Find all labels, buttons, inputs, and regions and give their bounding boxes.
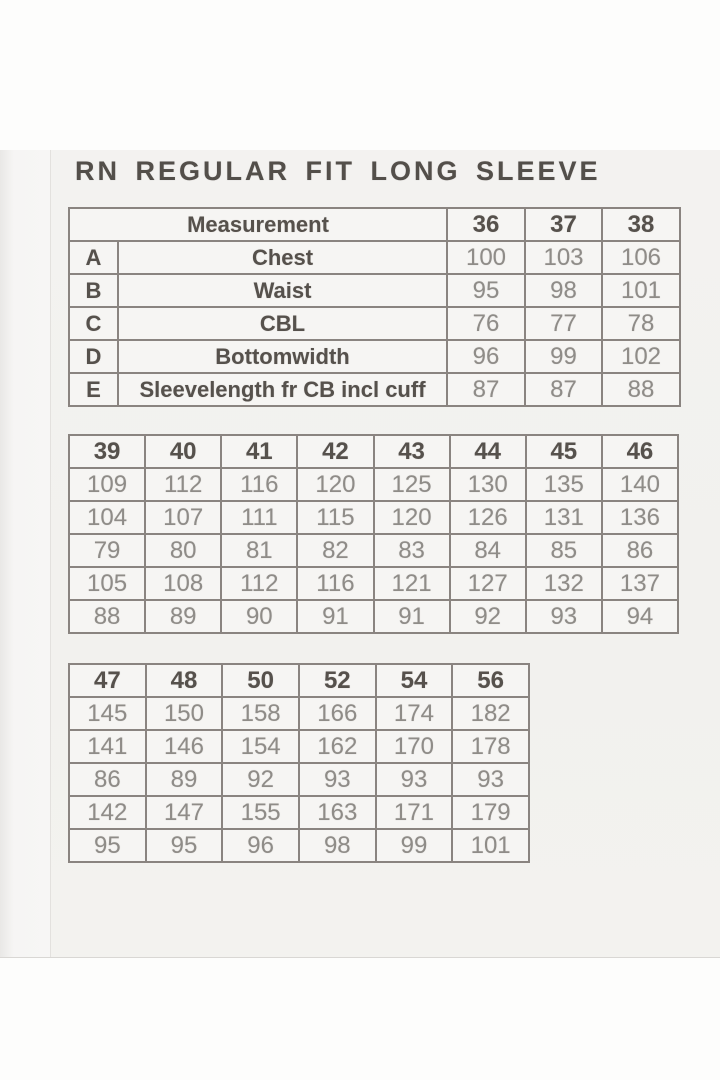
table-row [69,567,678,600]
value-cell: 106 [602,241,680,274]
row-label-cell: Chest [118,241,447,274]
value-cell: 146 [146,730,223,763]
value-cell: 109 [69,468,145,501]
row-key-cell: B [69,274,118,307]
size-header-cell: 56 [452,664,529,697]
value-cell: 107 [145,501,221,534]
value-cell: 166 [299,697,376,730]
value-cell: 93 [376,763,453,796]
table-row-chest [69,241,680,274]
table-row-sleevelength [69,373,680,406]
size-chart-label-paper [0,150,720,957]
row-key-cell: E [69,373,118,406]
table-row [69,468,678,501]
value-cell: 142 [69,796,146,829]
value-cell: 171 [376,796,453,829]
value-cell: 125 [374,468,450,501]
table-header-row [69,208,680,241]
value-cell: 145 [69,697,146,730]
value-cell: 127 [450,567,526,600]
value-cell: 155 [222,796,299,829]
value-cell: 99 [525,340,602,373]
value-cell: 77 [525,307,602,340]
value-cell: 163 [299,796,376,829]
value-cell: 94 [602,600,678,633]
value-cell: 84 [450,534,526,567]
size-header-cell: 54 [376,664,453,697]
value-cell: 154 [222,730,299,763]
value-cell: 130 [450,468,526,501]
value-cell: 111 [221,501,297,534]
value-cell: 91 [297,600,373,633]
value-cell: 147 [146,796,223,829]
table-row [69,600,678,633]
size-header-cell: 52 [299,664,376,697]
value-cell: 102 [602,340,680,373]
value-cell: 91 [374,600,450,633]
measurement-table-sizes-36-38 [68,207,681,407]
value-cell: 80 [145,534,221,567]
value-cell: 90 [221,600,297,633]
value-cell: 76 [447,307,525,340]
value-cell: 179 [452,796,529,829]
value-cell: 104 [69,501,145,534]
value-cell: 120 [297,468,373,501]
row-label-cell: Bottomwidth [118,340,447,373]
value-cell: 178 [452,730,529,763]
value-cell: 162 [299,730,376,763]
value-cell: 100 [447,241,525,274]
table-header-row [69,664,529,697]
value-cell: 95 [69,829,146,862]
size-header-cell: 39 [69,435,145,468]
table-row [69,796,529,829]
value-cell: 95 [447,274,525,307]
value-cell: 116 [297,567,373,600]
value-cell: 89 [145,600,221,633]
value-cell: 116 [221,468,297,501]
value-cell: 96 [447,340,525,373]
table-row [69,534,678,567]
row-label-cell: Sleevelength fr CB incl cuff [118,373,447,406]
value-cell: 89 [146,763,223,796]
table-row-cbl [69,307,680,340]
value-cell: 182 [452,697,529,730]
size-header-cell: 42 [297,435,373,468]
value-cell: 132 [526,567,602,600]
value-cell: 108 [145,567,221,600]
table-row [69,730,529,763]
size-header-cell: 41 [221,435,297,468]
row-key-cell: C [69,307,118,340]
value-cell: 141 [69,730,146,763]
value-cell: 135 [526,468,602,501]
value-cell: 79 [69,534,145,567]
value-cell: 120 [374,501,450,534]
value-cell: 99 [376,829,453,862]
value-cell: 101 [452,829,529,862]
value-cell: 170 [376,730,453,763]
size-header-cell: 48 [146,664,223,697]
size-header-cell: 44 [450,435,526,468]
size-header-cell: 43 [374,435,450,468]
value-cell: 78 [602,307,680,340]
value-cell: 98 [299,829,376,862]
size-header-cell: 40 [145,435,221,468]
value-cell: 87 [525,373,602,406]
value-cell: 158 [222,697,299,730]
value-cell: 93 [452,763,529,796]
value-cell: 150 [146,697,223,730]
value-cell: 131 [526,501,602,534]
value-cell: 105 [69,567,145,600]
value-cell: 96 [222,829,299,862]
value-cell: 95 [146,829,223,862]
table-row [69,501,678,534]
row-key-cell: A [69,241,118,274]
size-header-cell: 50 [222,664,299,697]
value-cell: 112 [221,567,297,600]
table-row [69,763,529,796]
value-cell: 137 [602,567,678,600]
table-row [69,829,529,862]
value-cell: 112 [145,468,221,501]
value-cell: 92 [222,763,299,796]
value-cell: 82 [297,534,373,567]
table-row-bottomwidth [69,340,680,373]
paper-left-edge-crease [0,150,51,957]
value-cell: 103 [525,241,602,274]
value-cell: 126 [450,501,526,534]
size-header-cell: 47 [69,664,146,697]
size-header-cell: 45 [526,435,602,468]
value-cell: 98 [525,274,602,307]
size-header-cell: 46 [602,435,678,468]
value-cell: 85 [526,534,602,567]
value-cell: 93 [299,763,376,796]
value-cell: 88 [602,373,680,406]
size-table-39-46 [68,434,679,634]
size-header-cell: 36 [447,208,525,241]
table-header-row [69,435,678,468]
size-header-cell: 38 [602,208,680,241]
value-cell: 140 [602,468,678,501]
value-cell: 121 [374,567,450,600]
value-cell: 83 [374,534,450,567]
value-cell: 88 [69,600,145,633]
value-cell: 136 [602,501,678,534]
size-table-47-56 [68,663,530,863]
value-cell: 87 [447,373,525,406]
table-row [69,697,529,730]
row-label-cell: Waist [118,274,447,307]
value-cell: 115 [297,501,373,534]
value-cell: 86 [602,534,678,567]
value-cell: 92 [450,600,526,633]
value-cell: 86 [69,763,146,796]
value-cell: 174 [376,697,453,730]
measurement-header-cell: Measurement [69,208,447,241]
size-header-cell: 37 [525,208,602,241]
value-cell: 101 [602,274,680,307]
value-cell: 93 [526,600,602,633]
value-cell: 81 [221,534,297,567]
row-label-cell: CBL [118,307,447,340]
page-title: RN REGULAR FIT LONG SLEEVE [75,156,601,186]
row-key-cell: D [69,340,118,373]
table-row-waist [69,274,680,307]
